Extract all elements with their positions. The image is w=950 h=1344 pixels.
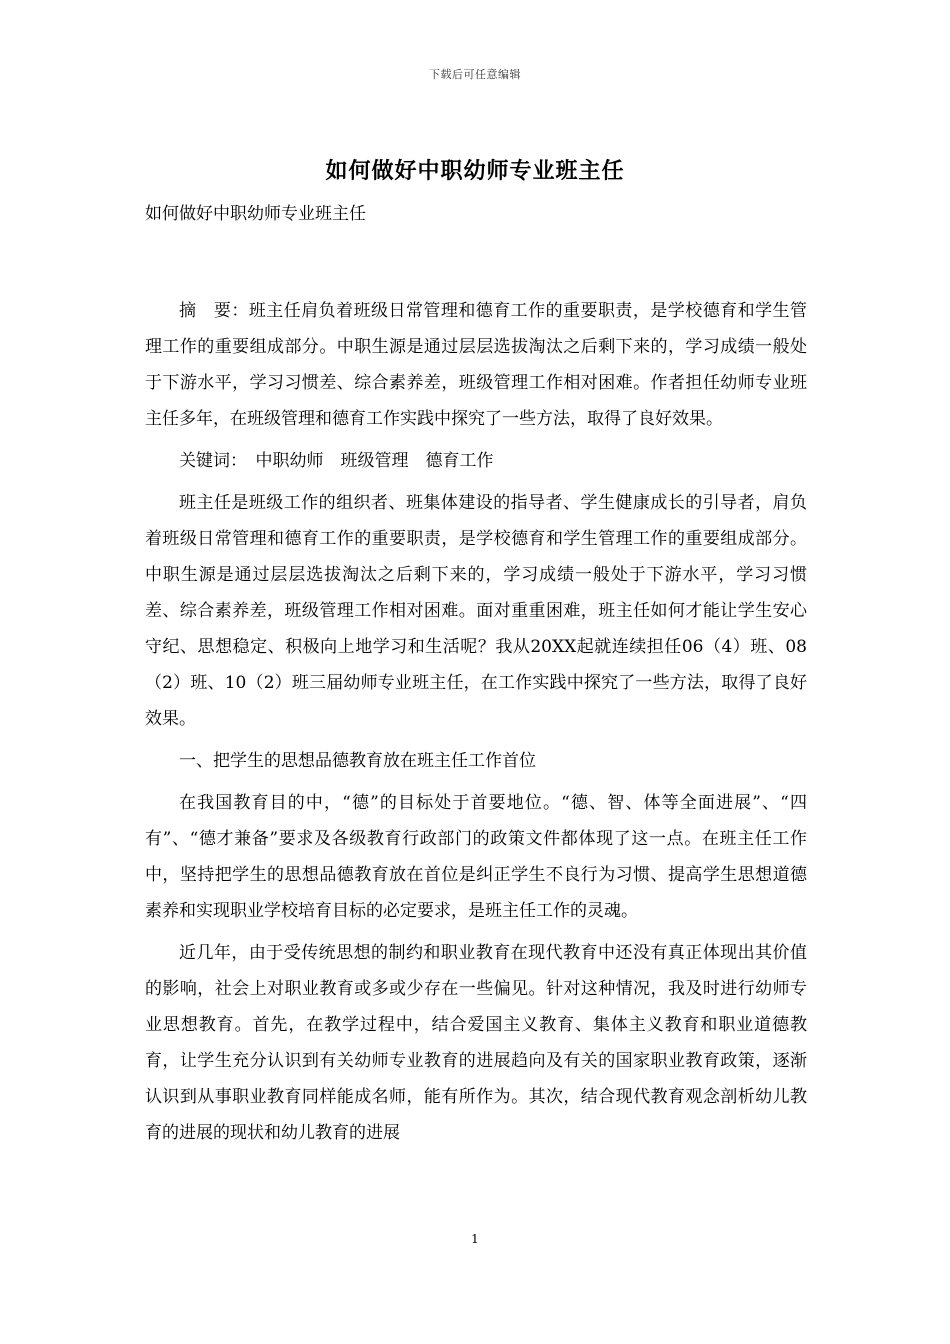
spacer xyxy=(145,229,807,293)
abstract-paragraph: 摘 要：班主任肩负着班级日常管理和德育工作的重要职责，是学校德育和学生管理工作的重要组成部分。中职生源是通过层层选拔淘汰之后剩下来的，学习成绩一般处于下游水平，学习习惯差、综合素养差，班级管理工作相对困难。作者担任幼师专业班主任多年，在班级管理和德育工作实践中探究了一些方法，取得了良好效果。 xyxy=(145,301,807,429)
body-paragraph-3: 近几年，由于受传统思想的制约和职业教育在现代教育中还没有真正体现出其价值的影响，社会上对职业教育或多或少存在一些偏见。针对这种情况，我及时进行幼师专业思想教育。首先，在教学过程中，结合爱国主义教育、集体主义教育和职业道德教育，让学生充分认识到有关幼师专业教育的进展趋向及有关的国家职业教育政策，逐渐认识到从事职业教育同样能成名师，能有所作为。其次，结合现代教育观念剖析幼儿教育的进展的现状和幼儿教育的进展 xyxy=(145,943,807,1143)
page-number: 1 xyxy=(471,1232,479,1246)
document-subtitle: 如何做好中职幼师专业班主任 xyxy=(145,204,366,224)
body-paragraph-1: 班主任是班级工作的组织者、班集体建设的指导者、学生健康成长的引导者，肩负着班级日常管理和德育工作的重要职责，是学校德育和学生管理工作的重要组成部分。中职生源是通过层层选拔淘汰之后剩下来的，学习成绩一般处于下游水平，学习习惯差、综合素养差，班级管理工作相对困难。面对重重困难，班主任如何才能让学生安心守纪、思想稳定、积极向上地学习和生活呢？我从20XX起就连续担任06（4）班、08（2）班、10（2）班三届幼师专业班主任，在工作实践中探究了一些方法，取得了良好效果。 xyxy=(145,493,807,729)
section-heading-1: 一、把学生的思想品德教育放在班主任工作首位 xyxy=(179,751,536,771)
keywords-line: 关键词： 中职幼师 班级管理 德育工作 xyxy=(179,451,494,471)
document-title: 如何做好中职幼师专业班主任 xyxy=(325,158,625,184)
document-body xyxy=(145,199,807,1157)
body-paragraph-2: 在我国教育目的中，“德”的目标处于首要地位。“德、智、体等全面进展”、“四有”、“德才兼备”要求及各级教育行政部门的政策文件都体现了这一点。在班主任工作中，坚持把学生的思想品德教育放在首位是纠正学生不良行为习惯、提高学生思想道德素养和实现职业学校培育目标的必定要求，是班主任工作的灵魂。 xyxy=(145,793,807,921)
page-header-note: 下载后可任意编辑 xyxy=(429,68,521,81)
